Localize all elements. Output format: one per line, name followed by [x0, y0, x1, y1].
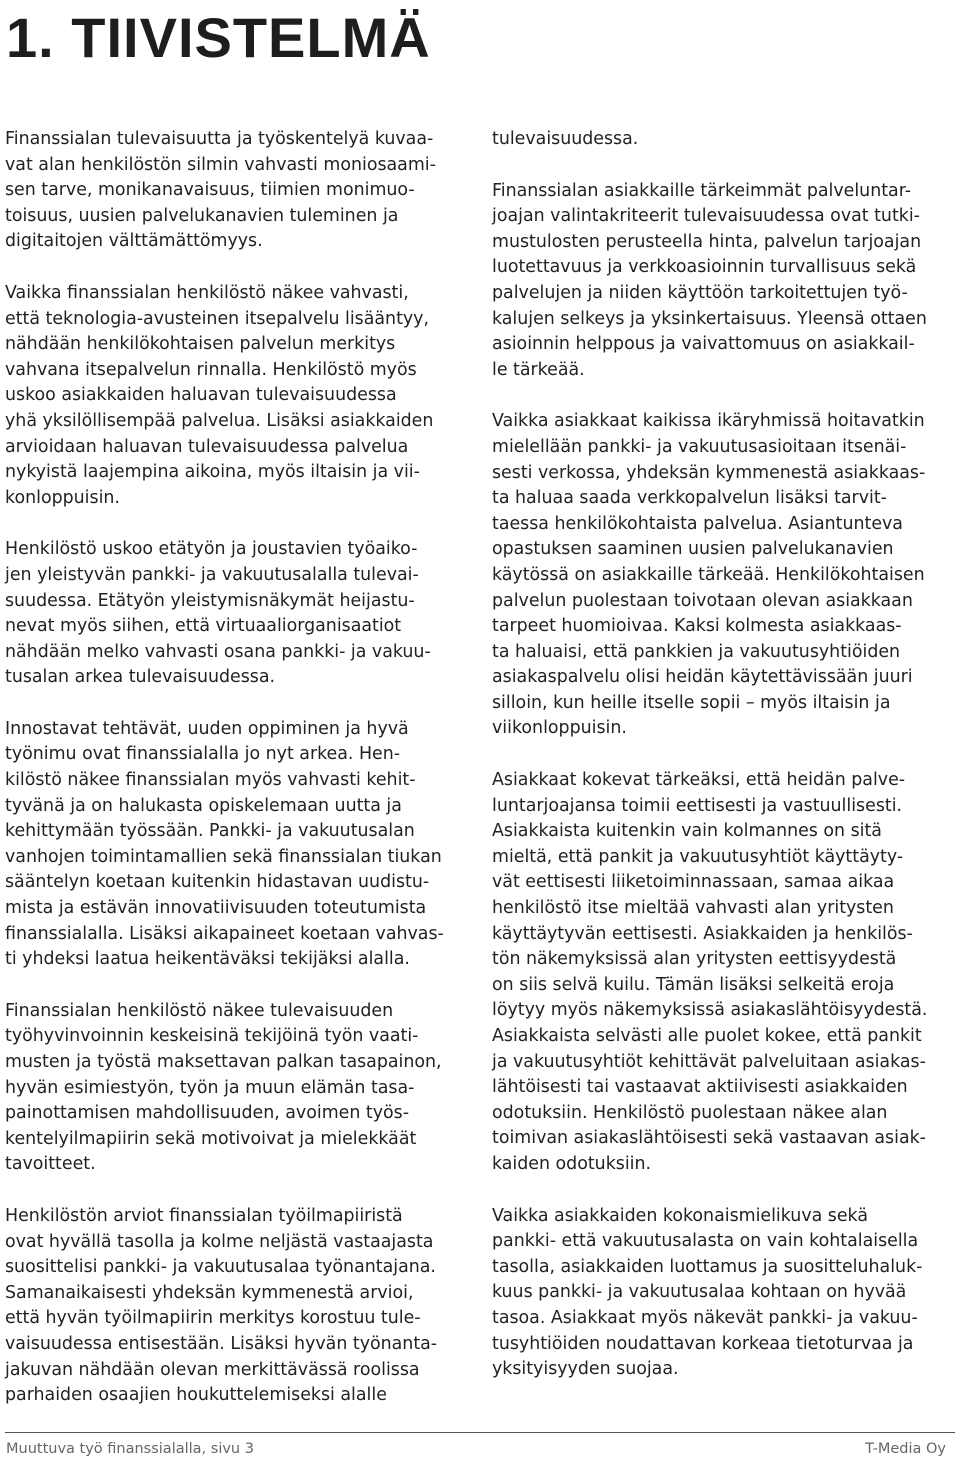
- text-line: nevat myös siihen, että virtuaaliorganisaatiot: [5, 616, 402, 637]
- text-line: silloin, kun heille itselle sopii – myös iltaisin ja: [492, 692, 891, 713]
- text-line: asioinnin helppous ja vaivattomuus on asiakkail-: [492, 334, 915, 355]
- text-line: Henkilöstö uskoo etätyön ja joustavien työaiko-: [5, 539, 418, 560]
- text-line: vaisuudessa entisestään. Lisäksi hyvän työnanta-: [5, 1333, 438, 1354]
- text-line: työnimu ovat finanssialalla jo nyt arkea. Hen-: [5, 744, 401, 765]
- text-line: sääntelyn koetaan kuitenkin hidastavan uudistu-: [5, 872, 430, 893]
- text-line: taessa henkilökohtaista palvelua. Asiantunteva: [492, 513, 903, 534]
- text-line: luntarjoajansa toimii eettisesti ja vastuullisesti.: [492, 795, 903, 816]
- footer-divider: [5, 1432, 955, 1433]
- text-line: käytössä on asiakkaille tärkeää. Henkilökohtaisen: [492, 564, 925, 585]
- text-line: digitaitojen välttämättömyys.: [5, 231, 263, 252]
- text-line: ta haluaisi, että pankkien ja vakuutusyhtiöiden: [492, 641, 901, 662]
- text-line: työhyvinvoinnin keskeisinä tekijöinä työn vaati-: [5, 1026, 419, 1047]
- text-line: on siis selvä kuilu. Tämän lisäksi selkeitä eroja: [492, 974, 895, 995]
- text-line: kentelyilmapiirin sekä motivoivat ja mielekkäät: [5, 1128, 417, 1149]
- text-line: luotettavuus ja verkkoasioinnin turvallisuus sekä: [492, 257, 917, 278]
- text-line: Innostavat tehtävät, uuden oppiminen ja hyvä: [5, 718, 409, 739]
- text-line: tön näkemyksissä alan yritysten eettisyydestä: [492, 949, 897, 970]
- text-line: suudessa. Etätyön yleistymisnäkymät heijastu-: [5, 590, 415, 611]
- text-line: konloppuisin.: [5, 487, 120, 508]
- paragraph: [5, 717, 467, 973]
- text-line: käyttäytyvän eettisesti. Asiakkaiden ja henkilös-: [492, 923, 913, 944]
- right-column: [492, 127, 954, 1409]
- text-line: palvelujen ja niiden käyttöön tarkoitettujen työ-: [492, 282, 908, 303]
- text-line: vahvana itsepalvelun rinnalla. Henkilöstö myös: [5, 359, 417, 380]
- paragraph: [5, 281, 467, 511]
- text-line: tavoitteet.: [5, 1154, 96, 1175]
- text-line: palvelun puolestaan toivotaan olevan asiakkaan: [492, 590, 913, 611]
- text-line: tulevaisuudessa.: [492, 129, 639, 149]
- text-line: arvioidaan haluavan tulevaisuudessa palvelua: [5, 436, 409, 457]
- text-line: jakuvan nähdään olevan merkittävässä roolissa: [5, 1359, 420, 1380]
- text-line: painottamisen mahdollisuuden, avoimen työs-: [5, 1103, 409, 1124]
- left-column: [5, 127, 467, 1435]
- paragraph: [492, 409, 954, 742]
- text-line: hyvän esimiestyön, työn ja muun elämän tasa-: [5, 1077, 415, 1098]
- text-line: mustulosten perusteella hinta, palvelun tarjoajan: [492, 231, 922, 252]
- text-line: Finanssialan henkilöstö näkee tulevaisuuden: [5, 1000, 394, 1021]
- text-line: vät eettisesti liiketoiminnassaan, samaa aikaa: [492, 872, 895, 893]
- text-line: uskoo asiakkaiden haluavan tulevaisuudessa: [5, 385, 397, 406]
- text-line: ti yhdeksi laatua heikentäväksi tekijäksi alalla.: [5, 949, 410, 970]
- text-line: mieltä, että pankit ja vakuutusyhtiöt käyttäyty-: [492, 846, 904, 867]
- footer-publisher: T-Media Oy: [865, 1441, 946, 1457]
- text-line: Vaikka asiakkaiden kokonaismielikuva sekä: [492, 1205, 868, 1226]
- text-line: Asiakkaista selvästi alle puolet kokee, että pankit: [492, 1026, 922, 1046]
- text-line: Henkilöstön arviot finanssialan työilmapiiristä: [5, 1205, 403, 1226]
- paragraph: [492, 1204, 954, 1383]
- text-line: Samanaikaisesti yhdeksän kymmenestä arvioi,: [5, 1282, 414, 1303]
- paragraph: [5, 537, 467, 691]
- text-line: lähtöisesti tai vastaavat aktiivisesti asiakkaiden: [492, 1077, 908, 1098]
- paragraph: [492, 768, 954, 1178]
- text-line: opastuksen saaminen uusien palvelukanavien: [492, 539, 894, 560]
- text-line: musten ja työstä maksettavan palkan tasapainon,: [5, 1052, 442, 1072]
- text-line: kehittymään työssään. Pankki- ja vakuutusalan: [5, 821, 415, 842]
- text-line: jen yleistyvän pankki- ja vakuutusalalla tulevai-: [5, 564, 419, 585]
- text-line: suosittelisi pankki- ja vakuutusalaa työnantajana.: [5, 1257, 436, 1278]
- text-line: nähdään melko vahvasti osana pankki- ja vakuu-: [5, 641, 431, 662]
- text-line: Finanssialan asiakkaille tärkeimmät palveluntar-: [492, 180, 912, 201]
- text-line: vat alan henkilöstön silmin vahvasti moniosaami-: [5, 154, 436, 175]
- text-line: tasolla, asiakkaiden luottamus ja suositteluhaluk-: [492, 1256, 923, 1277]
- text-line: tyvänä ja on halukasta opiskelemaan uutta ja: [5, 795, 402, 816]
- text-line: Finanssialan tulevaisuutta ja työskentelyä kuvaa-: [5, 129, 434, 149]
- text-line: tusalan arkea tulevaisuudessa.: [5, 667, 276, 688]
- text-line: nykyistä laajempina aikoina, myös iltaisin ja vii-: [5, 462, 420, 483]
- text-line: odotuksiin. Henkilöstö puolestaan näkee alan: [492, 1102, 888, 1123]
- text-line: joajan valintakriteerit tulevaisuudessa ovat tutki-: [492, 206, 920, 227]
- paragraph: [5, 1204, 467, 1409]
- text-line: pankki- että vakuutusalasta on vain kohtalaisella: [492, 1231, 919, 1252]
- text-line: sesti verkossa, yhdeksän kymmenestä asiakkaas-: [492, 462, 926, 483]
- text-line: parhaiden osaajien houkuttelemiseksi alalle: [5, 1385, 387, 1406]
- text-line: tasoa. Asiakkaat myös näkevät pankki- ja vakuu-: [492, 1307, 918, 1328]
- text-line: ta haluaa saada verkkopalvelun lisäksi tarvit-: [492, 488, 887, 509]
- text-line: viikonloppuisin.: [492, 718, 627, 739]
- text-line: tarpeet huomioivaa. Kaksi kolmesta asiakkaas-: [492, 616, 902, 637]
- text-line: kuus pankki- ja vakuutusalaa kohtaan on hyvää: [492, 1282, 907, 1303]
- text-line: että hyvän työilmapiirin merkitys korostuu tule-: [5, 1308, 421, 1329]
- text-line: Vaikka finanssialan henkilöstö näkee vahvasti,: [5, 282, 409, 303]
- text-line: että teknologia-avusteinen itsepalvelu lisääntyy,: [5, 308, 429, 329]
- text-line: tusyhtiöiden noudattavan korkeaa tietoturvaa ja: [492, 1333, 914, 1354]
- text-line: kalujen selkeys ja yksinkertaisuus. Yleensä ottaen: [492, 308, 927, 329]
- text-line: toimivan asiakaslähtöisesti sekä vastaavan asiak-: [492, 1128, 926, 1149]
- paragraph: [492, 127, 954, 153]
- text-line: toisuus, uusien palvelukanavien tuleminen ja: [5, 205, 399, 226]
- text-line: kilöstö näkee finanssialan myös vahvasti kehit-: [5, 770, 416, 791]
- text-line: ovat hyvällä tasolla ja kolme neljästä vastaajasta: [5, 1231, 434, 1252]
- text-line: ja vakuutusyhtiöt kehittävät palveluitaan asiakas-: [492, 1051, 926, 1072]
- footer-publication-page: Muuttuva työ finanssialalla, sivu 3: [6, 1441, 254, 1457]
- text-line: vanhojen toimintamallien sekä finanssialan tiukan: [5, 846, 442, 867]
- paragraph: [5, 127, 467, 255]
- text-line: yksityisyyden suojaa.: [492, 1359, 679, 1380]
- text-line: mista ja estävän innovatiivisuuden toteutumista: [5, 898, 427, 919]
- text-line: mielellään pankki- ja vakuutusasioitaan itsenäi-: [492, 436, 907, 457]
- text-line: henkilöstö itse mieltää vahvasti alan yritysten: [492, 898, 894, 919]
- text-line: sen tarve, monikanavaisuus, tiimien monimuo-: [5, 180, 415, 201]
- paragraph: [5, 999, 467, 1178]
- text-line: kaiden odotuksiin.: [492, 1153, 652, 1174]
- text-line: nähdään henkilökohtaisen palvelun merkitys: [5, 334, 396, 355]
- paragraph: [492, 179, 954, 384]
- text-line: le tärkeää.: [492, 359, 585, 380]
- text-line: löytyy myös näkemyksissä asiakaslähtöisyydestä.: [492, 1000, 928, 1021]
- text-line: asiakaspalvelu olisi heidän käytettävissään juuri: [492, 667, 913, 688]
- page-title: 1. TIIVISTELMÄ: [6, 6, 431, 69]
- text-line: finanssialalla. Lisäksi aikapaineet koetaan vahvas-: [5, 923, 444, 944]
- text-line: yhä yksilöllisempää palvelua. Lisäksi asiakkaiden: [5, 410, 434, 431]
- text-line: Asiakkaat kokevat tärkeäksi, että heidän palve-: [492, 770, 906, 791]
- text-line: Asiakkaista kuitenkin vain kolmannes on sitä: [492, 821, 882, 842]
- text-line: Vaikka asiakkaat kaikissa ikäryhmissä hoitavatkin: [492, 411, 925, 432]
